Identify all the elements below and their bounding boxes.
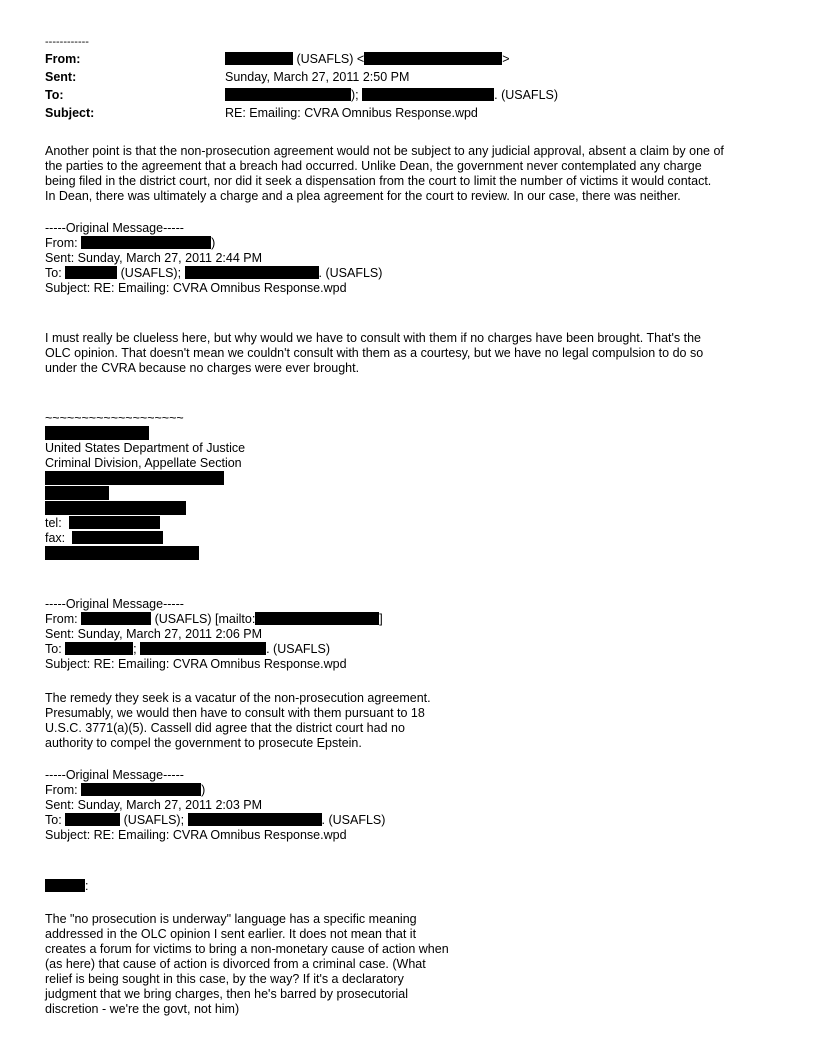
body-line: (as here) that cause of action is divorced from a criminal case. (What xyxy=(45,957,426,971)
redaction-block xyxy=(364,52,502,65)
body-line: being filed in the district court, nor did it seek a dispensation from the court to limit the number of victims it would contact. xyxy=(45,174,712,188)
redaction-block xyxy=(65,266,117,279)
orig-from-line: From: ) xyxy=(45,783,206,797)
body-line: In Dean, there was ultimately a charge and a plea agreement for the court to review. In our case, there was neither. xyxy=(45,189,681,203)
redaction-block xyxy=(362,88,494,101)
redaction-block xyxy=(45,426,149,440)
orig-to-line: To: ; . (USAFLS) xyxy=(45,642,331,656)
orig-subject-line: Subject: RE: Emailing: CVRA Omnibus Response.wpd xyxy=(45,281,347,295)
original-message-3-header xyxy=(45,768,385,843)
signature-email xyxy=(45,546,245,561)
signature-org: United States Department of Justice xyxy=(45,441,246,455)
redaction-block xyxy=(45,471,224,485)
body-line: I must really be clueless here, but why would we have to consult with them if no charges have been brought. That's the xyxy=(45,331,701,345)
orig-subject-line: Subject: RE: Emailing: CVRA Omnibus Response.wpd xyxy=(45,657,347,671)
signature-division: Criminal Division, Appellate Section xyxy=(45,456,242,470)
body-line: Another point is that the non-prosecution agreement would not be subject to any judicial approval, absent a claim by one of xyxy=(45,144,724,158)
subject-value: RE: Emailing: CVRA Omnibus Response.wpd xyxy=(225,106,478,120)
to-label: To: xyxy=(45,88,64,102)
orig-to-line: To: (USAFLS); . (USAFLS) xyxy=(45,813,386,827)
redaction-block xyxy=(45,879,85,892)
redaction-block xyxy=(188,813,322,826)
signature-address-2 xyxy=(45,486,245,501)
redaction-block xyxy=(45,486,109,500)
orig-sent-line: Sent: Sunday, March 27, 2011 2:03 PM xyxy=(45,798,263,812)
body-line: The "no prosecution is underway" language has a specific meaning xyxy=(45,912,417,926)
redaction-block xyxy=(225,88,351,101)
redaction-block xyxy=(69,516,160,529)
redaction-block xyxy=(255,612,379,625)
redaction-block xyxy=(140,642,266,655)
body-line: judgment that we bring charges, then he's barred by prosecutorial xyxy=(45,987,409,1001)
from-suffix: (USAFLS) < xyxy=(293,52,365,66)
signature-tel: tel: xyxy=(45,516,245,531)
original-message-marker: -----Original Message----- xyxy=(45,597,184,611)
body-line: creates a forum for victims to bring a non-monetary cause of action when xyxy=(45,942,449,956)
body-line: under the CVRA because no charges were ever brought. xyxy=(45,361,360,375)
body-line: addressed in the OLC opinion I sent earlier. It does not mean that it xyxy=(45,927,417,941)
redaction-block xyxy=(81,612,151,625)
body-line: authority to compel the government to prosecute Epstein. xyxy=(45,736,362,750)
redaction-block xyxy=(72,531,163,544)
body-line: U.S.C. 3771(a)(5). Cassell did agree that the district court had no xyxy=(45,721,405,735)
original-message-marker: -----Original Message----- xyxy=(45,768,184,782)
message-body-4 xyxy=(45,912,449,1017)
redaction-block xyxy=(81,236,211,249)
body-line: Presumably, we would then have to consult with them pursuant to 18 xyxy=(45,706,425,720)
to-value xyxy=(225,88,558,102)
orig-subject-line: Subject: RE: Emailing: CVRA Omnibus Response.wpd xyxy=(45,828,347,842)
body-line: discretion - we're the govt, not him) xyxy=(45,1002,240,1016)
orig-sent-line: Sent: Sunday, March 27, 2011 2:06 PM xyxy=(45,627,263,641)
signature-name xyxy=(45,426,245,441)
orig-sent-line: Sent: Sunday, March 27, 2011 2:44 PM xyxy=(45,251,263,265)
to-mid: ); xyxy=(351,88,359,102)
sent-label: Sent: xyxy=(45,70,77,84)
redaction-block xyxy=(45,501,186,515)
original-message-1-header xyxy=(45,221,382,296)
message-body-1 xyxy=(45,144,785,204)
redaction-block xyxy=(65,642,133,655)
message-body-3 xyxy=(45,691,431,751)
from-close: > xyxy=(502,52,510,66)
orig-from-line: From: (USAFLS) [mailto: ] xyxy=(45,612,383,626)
signature-block xyxy=(45,411,245,561)
body-line: relief is being sought in this case, by the way? If it's a declaratory xyxy=(45,972,404,986)
redaction-block xyxy=(81,783,201,796)
greeting-line: : xyxy=(45,879,88,894)
body-line: the parties to the agreement that a breach had occurred. Unlike Dean, the government never contemplated any charge xyxy=(45,159,702,173)
signature-fax: fax: xyxy=(45,531,245,546)
to-suffix: . (USAFLS) xyxy=(494,88,559,102)
body-line: OLC opinion. That doesn't mean we couldn't consult with them as a courtesy, but we have no legal compulsion to do so xyxy=(45,346,704,360)
sent-value: Sunday, March 27, 2011 2:50 PM xyxy=(225,70,410,84)
signature-tilde: ~~~~~~~~~~~~~~~~~~~ xyxy=(45,411,184,425)
header-separator: ------------ xyxy=(45,36,89,48)
from-label: From: xyxy=(45,52,81,66)
signature-address-3 xyxy=(45,501,245,516)
orig-from-line: From: ) xyxy=(45,236,216,250)
subject-label: Subject: xyxy=(45,106,95,120)
redaction-block xyxy=(65,813,120,826)
original-message-marker: -----Original Message----- xyxy=(45,221,184,235)
redaction-block xyxy=(225,52,293,65)
redaction-block xyxy=(185,266,319,279)
from-value xyxy=(225,52,510,66)
signature-address-1 xyxy=(45,471,245,486)
body-line: The remedy they seek is a vacatur of the non-prosecution agreement. xyxy=(45,691,431,705)
redaction-block xyxy=(45,546,199,560)
orig-to-line: To: (USAFLS); . (USAFLS) xyxy=(45,266,383,280)
original-message-2-header xyxy=(45,597,383,672)
message-body-2 xyxy=(45,331,785,376)
